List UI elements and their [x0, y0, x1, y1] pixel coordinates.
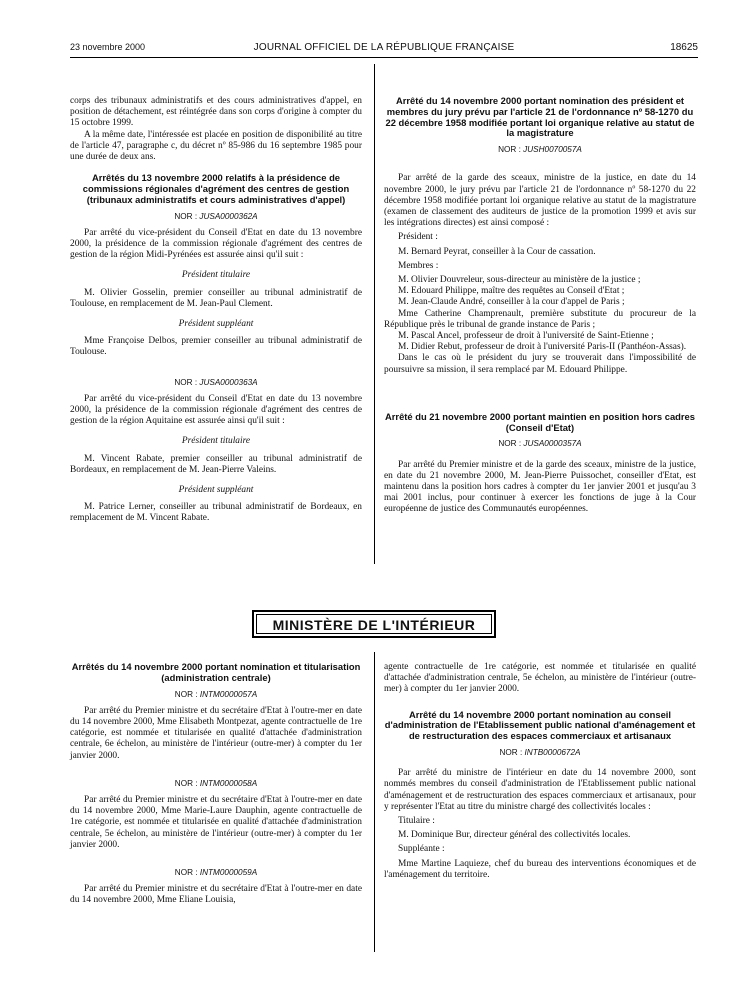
section-heading: Président suppléant — [178, 319, 254, 330]
paragraph: M. Edouard Philippe, maître des requêtes au Conseil d'Etat ; — [398, 286, 625, 297]
nor-reference: NOR : JUSA0000363A — [174, 377, 258, 387]
label: Suppléante : — [398, 844, 445, 855]
column-divider — [374, 64, 375, 564]
decree-title: Arrêté du 21 novembre 2000 portant maintien en position hors cadres (Conseil d'Etat) — [385, 410, 695, 433]
paragraph: M. Olivier Douvreleur, sous-directeur au ministère de la justice ; — [398, 275, 641, 286]
paragraph: agente contractuelle de 1re catégorie, est nommée et titularisée en qualité d'attachée d'administration centrale, 5e échelon, au ministère de l'intérieur (outre-mer) à compter du 1er janvier 2000. — [384, 662, 696, 695]
page-header — [70, 42, 698, 56]
paragraph: A la même date, l'intéressée est placée en position de disponibilité au titre de l'article 47, paragraphe c, du décret nº 85-986 du 16 septembre 1985 pour une durée de deux ans. — [70, 129, 362, 163]
nor-reference: NOR : INTM0000058A — [174, 778, 258, 788]
paragraph: Mme Martine Laquieze, chef du bureau des interventions économiques et de l'aménagement du territoire. — [384, 858, 696, 880]
paragraph: M. Olivier Gosselin, premier conseiller au tribunal administratif de Toulouse, en remplacement de M. Jean-Paul Clement. — [70, 287, 362, 309]
paragraph: Par arrêté du Premier ministre et du secrétaire d'Etat à l'outre-mer en date du 14 novembre 2000, Mme Eliane Louisia, — [70, 884, 362, 906]
paragraph: corps des tribunaux administratifs et des cours administratives d'appel, en position de détachement, est réintégrée dans son corps d'origine à compter du 15 octobre 1999. — [70, 96, 362, 129]
nor-reference: NOR : JUSH0070057A — [498, 145, 582, 155]
paragraph: Par arrêté du Premier ministre et du secrétaire d'Etat à l'outre-mer en date du 14 novembre 2000, Mme Marie-Laure Dauphin, agente contractuelle de 1re catégorie, est nommée et titularisée en qualité d'attachée d'administration centrale, 5e échelon, au ministère de l'intérieur (outre-mer) à compter du 1er janvier 2000. — [70, 795, 362, 850]
header-date: 23 novembre 2000 — [70, 42, 146, 52]
journal-title: JOURNAL OFFICIEL DE LA RÉPUBLIQUE FRANÇAISE — [253, 42, 515, 53]
header-rule — [70, 57, 698, 58]
nor-reference: NOR : INTM0000059A — [174, 868, 258, 878]
nor-reference: NOR : INTB0000672A — [499, 748, 581, 757]
paragraph: M. Pascal Ancel, professeur de droit à l'université de Saint-Etienne ; — [398, 331, 654, 342]
nor-reference: NOR : INTM0000057A — [174, 689, 258, 699]
ministry-banner — [252, 610, 496, 638]
left-column-bottom — [70, 662, 362, 907]
paragraph: M. Patrice Lerner, conseiller au tribunal administratif de Bordeaux, en remplacement de M. Vincent Rabate. — [70, 502, 362, 524]
decree-title: Arrêté du 14 novembre 2000 portant nomination au conseil d'administration de l'Etablissement public national d'aménagement et de restructuration des espaces commerciaux et artisanaux — [384, 708, 696, 742]
paragraph: M. Dominique Bur, directeur général des collectivités locales. — [398, 830, 631, 841]
nor-reference: NOR : JUSA0000357A — [498, 439, 582, 449]
section-heading: Président titulaire — [181, 270, 251, 281]
paragraph: M. Bernard Peyrat, conseiller à la Cour de cassation. — [398, 246, 596, 257]
section-heading: Président suppléant — [178, 485, 254, 496]
paragraph: Mme Françoise Delbos, premier conseiller au tribunal administratif de Toulouse. — [70, 336, 362, 358]
decree-title: Arrêtés du 13 novembre 2000 relatifs à la présidence de commissions régionales d'agrément des centres de gestion (tribunaux administratifs et cours administratives d'appel) — [82, 172, 350, 205]
paragraph: Par arrêté du ministre de l'intérieur en date du 14 novembre 2000, sont nommés membres du conseil d'administration de l'Etablissement public national d'aménagement et de restructuration des espaces commerciaux et artisanaux, pour y représenter l'Etat au titre du ministre chargé des collectivités locales : — [384, 768, 696, 812]
page-number: 18625 — [670, 42, 698, 53]
paragraph: M. Vincent Rabate, premier conseiller au tribunal administratif de Bordeaux, en remplacement de M. Jean-Pierre Valeins. — [70, 453, 362, 475]
paragraph: Par arrêté du vice-président du Conseil d'Etat en date du 13 novembre 2000, la présidence de la commission régionale d'agrément des centres de gestion de la région Aquitaine est assurée ainsi qu'il suit : — [70, 393, 362, 427]
nor-reference: NOR : JUSA0000362A — [174, 211, 258, 221]
left-column-top — [70, 96, 362, 525]
right-column-bottom — [384, 662, 696, 881]
paragraph: Par arrêté du Premier ministre et du secrétaire d'Etat à l'outre-mer en date du 14 novembre 2000, Mme Elisabeth Montpezat, agente contractuelle de 1re catégorie, est nommée et titularisée en qualité d'attachée d'administration centrale, 6e échelon, au ministère de l'intérieur (outre-mer) à compter du 1er janvier 2000. — [70, 705, 362, 761]
ministry-title: MINISTÈRE DE L'INTÉRIEUR — [256, 614, 492, 634]
paragraph: Mme Catherine Champrenault, première substitute du procureur de la République près le tribunal de grande instance de Paris ; — [384, 308, 696, 330]
column-divider — [374, 652, 375, 952]
paragraph: Par arrêté du Premier ministre et de la garde des sceaux, ministre de la justice, en date du 21 novembre 2000, M. Jean-Pierre Puissochet, conseiller d'Etat, est maintenu dans la position hors cadres à compter du 1er janvier 2001 et jusqu'au 3 mai 2001 inclus, pour continuer à exercer les fonctions de juge à la Cour européenne de justice des Communautés européennes. — [384, 459, 696, 515]
decree-title: Arrêté du 14 novembre 2000 portant nomination des président et membres du jury prévu par l'article 21 de l'ordonnance nº 58-1270 du 22 décembre 1958 modifiée portant loi organique relative au statut de la magistrature — [385, 95, 695, 139]
section-heading: Président titulaire — [181, 436, 251, 447]
right-column-top — [384, 96, 696, 516]
label: Titulaire : — [398, 816, 435, 827]
paragraph: M. Didier Rebut, professeur de droit à l'université Paris-II (Panthéon-Assas). — [398, 342, 687, 353]
paragraph: Dans le cas où le président du jury se trouverait dans l'impossibilité de poursuivre sa mission, il sera remplacé par M. Edouard Philippe. — [384, 353, 696, 375]
decree-title: Arrêtés du 14 novembre 2000 portant nomination et titularisation (administration centrale) — [71, 661, 361, 683]
label: Membres : — [398, 260, 439, 271]
paragraph: M. Jean-Claude André, conseiller à la cour d'appel de Paris ; — [398, 297, 625, 308]
label: Président : — [398, 232, 438, 243]
paragraph: Par arrêté du vice-président du Conseil d'Etat en date du 13 novembre 2000, la présidence de la commission régionale d'agrément des centres de gestion de la région Midi-Pyrénées est assurée ainsi qu'il suit : — [70, 227, 362, 261]
paragraph: Par arrêté de la garde des sceaux, ministre de la justice, en date du 14 novembre 2000, le jury prévu par l'article 21 de l'ordonnance nº 58-1270 du 22 décembre 1958 modifiée portant loi organique relative au statut de la magistrature (examen de classement des auditeurs de justice de la promotion 1999 et avis sur les intégrations directes) est ainsi composé : — [384, 173, 696, 229]
